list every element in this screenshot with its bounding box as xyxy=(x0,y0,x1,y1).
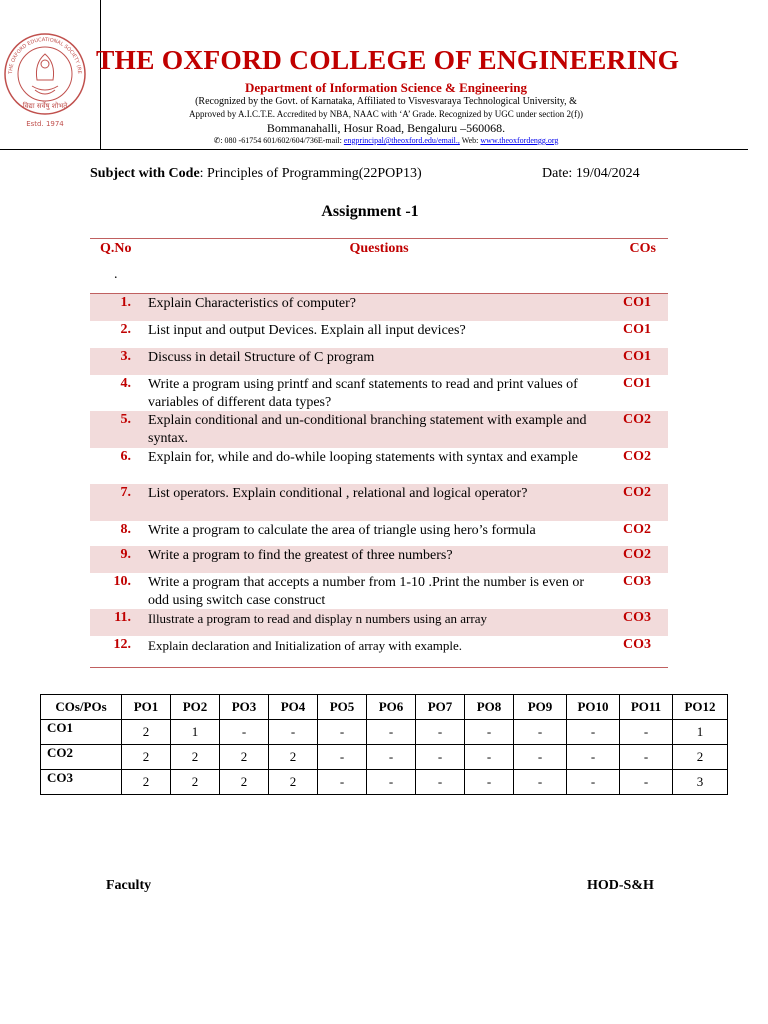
po-header-cell: PO3 xyxy=(220,695,269,720)
subject-label: Subject with Code xyxy=(90,166,200,181)
header-qno: Q.No xyxy=(100,241,132,256)
po-value-cell: 2 xyxy=(122,770,171,795)
po-header-cell: PO6 xyxy=(367,695,416,720)
question-number: 12. xyxy=(113,637,131,652)
po-value-cell: 3 xyxy=(673,770,728,795)
question-co: CO2 xyxy=(623,522,651,537)
po-header-cell: PO11 xyxy=(620,695,673,720)
po-value-cell: 2 xyxy=(220,745,269,770)
po-header-cell: PO12 xyxy=(673,695,728,720)
question-number: 8. xyxy=(120,522,131,537)
question-row xyxy=(90,411,668,448)
po-value-cell: 2 xyxy=(122,745,171,770)
po-value-cell: - xyxy=(465,745,514,770)
department-name: Department of Information Science & Engineering xyxy=(245,80,527,95)
po-value-cell: 2 xyxy=(673,745,728,770)
college-address: Bommanahalli, Hosur Road, Bengaluru –560068. xyxy=(266,121,506,135)
po-value-cell: 2 xyxy=(269,745,318,770)
question-number: 6. xyxy=(120,449,131,464)
co-label-cell: CO1 xyxy=(41,720,122,745)
co-label-cell: CO2 xyxy=(41,745,122,770)
po-header-cell: PO9 xyxy=(514,695,567,720)
po-value-cell: - xyxy=(416,720,465,745)
contact-line xyxy=(96,136,676,145)
po-value-cell: - xyxy=(465,770,514,795)
po-value-cell: - xyxy=(567,745,620,770)
email-link[interactable]: engprincipal@theoxford.edu/email., xyxy=(343,136,460,145)
questions-table-header xyxy=(90,238,668,294)
question-row xyxy=(90,573,668,609)
questions-table xyxy=(90,238,668,668)
question-co: CO1 xyxy=(623,349,651,364)
question-text: Illustrate a program to read and display n numbers using an array xyxy=(148,611,487,626)
po-value-cell: - xyxy=(318,720,367,745)
po-header-cell: PO5 xyxy=(318,695,367,720)
question-number: 9. xyxy=(120,547,131,562)
question-text: Explain declaration and Initialization of array with example. xyxy=(148,638,463,653)
hod-signature: HOD-S&H xyxy=(587,878,654,893)
question-text: List operators. Explain conditional , relational and logical operator? xyxy=(148,486,528,501)
po-value-cell: 1 xyxy=(673,720,728,745)
question-row xyxy=(90,375,668,411)
question-co: CO1 xyxy=(623,322,651,337)
po-value-cell: - xyxy=(220,720,269,745)
question-row xyxy=(90,484,668,521)
question-number: 11. xyxy=(114,610,131,625)
logo-motto: विद्या सर्वेषु शोभते xyxy=(22,102,68,110)
po-header-cell: PO7 xyxy=(416,695,465,720)
po-value-cell: - xyxy=(416,770,465,795)
phone-text: ✆: 080 -61754 601/602/604/736E-mail: xyxy=(213,136,344,145)
po-value-cell: - xyxy=(318,770,367,795)
po-value-cell: - xyxy=(318,745,367,770)
question-co: CO3 xyxy=(623,637,651,652)
question-number: 2. xyxy=(120,322,131,337)
college-name: THE OXFORD COLLEGE OF ENGINEERING xyxy=(96,44,680,75)
question-number: 10. xyxy=(113,574,131,589)
header-qno-dot: . xyxy=(114,267,118,282)
college-logo xyxy=(2,30,88,130)
question-text: Write a program that accepts a number from 1-10 .Print the number is even or odd using switch case construct xyxy=(148,575,585,608)
po-value-cell: - xyxy=(514,720,567,745)
po-header-cell: PO2 xyxy=(171,695,220,720)
question-number: 4. xyxy=(120,376,131,391)
po-value-cell: 2 xyxy=(269,770,318,795)
po-table-body xyxy=(41,720,728,795)
question-text: Explain conditional and un-conditional branching statement with example and syntax. xyxy=(148,413,587,446)
po-header-cell: PO8 xyxy=(465,695,514,720)
faculty-signature: Faculty xyxy=(106,878,152,893)
po-value-cell: 2 xyxy=(171,770,220,795)
po-value-cell: - xyxy=(367,720,416,745)
po-header-cell: PO1 xyxy=(122,695,171,720)
assignment-title: Assignment -1 xyxy=(321,203,419,220)
po-value-cell: - xyxy=(465,720,514,745)
question-row xyxy=(90,321,668,348)
po-value-cell: 2 xyxy=(220,770,269,795)
question-text: Write a program to find the greatest of three numbers? xyxy=(148,548,453,563)
assignment-date: Date: 19/04/2024 xyxy=(542,166,640,181)
question-co: CO2 xyxy=(623,547,651,562)
question-number: 3. xyxy=(120,349,131,364)
questions-table-body xyxy=(90,294,668,667)
question-text: Explain Characteristics of computer? xyxy=(148,296,356,311)
question-text: Discuss in detail Structure of C program xyxy=(148,350,375,365)
question-row xyxy=(90,609,668,636)
question-row xyxy=(90,448,668,484)
question-co: CO3 xyxy=(623,574,651,589)
po-value-cell: - xyxy=(367,770,416,795)
po-value-cell: 2 xyxy=(171,745,220,770)
po-value-cell: - xyxy=(567,720,620,745)
po-value-cell: - xyxy=(567,770,620,795)
co-po-mapping-table xyxy=(40,694,728,795)
question-text: List input and output Devices. Explain all input devices? xyxy=(148,323,466,338)
po-value-cell: - xyxy=(416,745,465,770)
website-link[interactable]: www.theoxfordengg.org xyxy=(480,136,559,145)
question-co: CO2 xyxy=(623,412,651,427)
logo-estd: Estd. 1974 xyxy=(26,120,64,128)
question-row xyxy=(90,348,668,375)
po-table-row xyxy=(41,745,728,770)
recognition-line-1: (Recognized by the Govt. of Karnataka, Affiliated to Visvesvaraya Technological University, & xyxy=(195,96,577,107)
po-value-cell: - xyxy=(620,745,673,770)
po-value-cell: - xyxy=(514,745,567,770)
recognition-line-2: Approved by A.I.C.T.E. Accredited by NBA, NAAC with ‘A’ Grade. Recognized by UGC under section 2(f)) xyxy=(188,109,584,119)
question-text: Explain for, while and do-while looping statements with syntax and example xyxy=(148,450,578,465)
svg-text:THE OXFORD EDUCATIONAL SOCIETY xyxy=(2,30,82,75)
question-text: Write a program using printf and scanf statements to read and print values of variables of different data types? xyxy=(148,377,578,410)
question-row xyxy=(90,521,668,546)
question-co: CO2 xyxy=(623,449,651,464)
co-label-cell: CO3 xyxy=(41,770,122,795)
question-co: CO1 xyxy=(623,376,651,391)
question-co: CO1 xyxy=(623,295,651,310)
header-cos: COs xyxy=(629,241,656,256)
po-value-cell: 1 xyxy=(171,720,220,745)
po-header-cell: PO4 xyxy=(269,695,318,720)
question-co: CO2 xyxy=(623,485,651,500)
po-table-row xyxy=(41,770,728,795)
subject-line xyxy=(90,166,422,182)
po-table-header-row xyxy=(41,695,728,720)
po-header-cell: PO10 xyxy=(567,695,620,720)
web-label: Web: xyxy=(459,136,481,145)
question-row xyxy=(90,546,668,573)
question-row xyxy=(90,636,668,667)
po-table-row xyxy=(41,720,728,745)
po-value-cell: - xyxy=(269,720,318,745)
header-horizontal-rule xyxy=(0,149,748,150)
question-number: 7. xyxy=(120,485,131,500)
po-header-cell: COs/POs xyxy=(41,695,122,720)
po-value-cell: - xyxy=(514,770,567,795)
po-value-cell: - xyxy=(620,770,673,795)
question-row xyxy=(90,294,668,321)
po-value-cell: 2 xyxy=(122,720,171,745)
question-text: Write a program to calculate the area of triangle using hero’s formula xyxy=(148,523,536,538)
subject-value: : Principles of Programming(22POP13) xyxy=(199,166,422,181)
header-questions: Questions xyxy=(349,241,409,256)
question-co: CO3 xyxy=(623,610,651,625)
logo-arc-text: THE OXFORD EDUCATIONAL SOCIETY (RE xyxy=(7,36,83,75)
po-value-cell: - xyxy=(367,745,416,770)
questions-table-bottom-rule xyxy=(90,667,668,668)
question-number: 5. xyxy=(120,412,131,427)
question-number: 1. xyxy=(120,295,131,310)
po-value-cell: - xyxy=(620,720,673,745)
